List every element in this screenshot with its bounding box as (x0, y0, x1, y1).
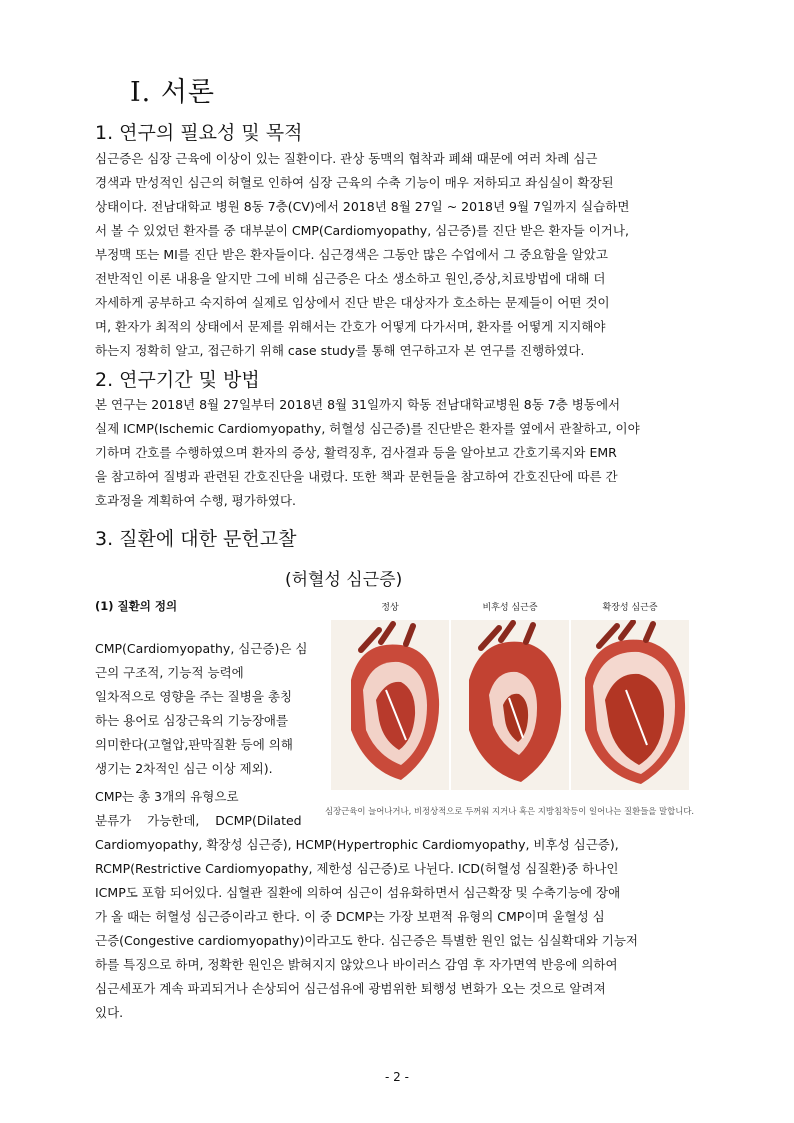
paragraph-line: 분류가 가능한데, DCMP(Dilated (95, 813, 302, 828)
page-number: - 2 - (385, 1070, 409, 1084)
paragraph-line: 며, 환자가 최적의 상태에서 문제를 위해서는 간호가 어떻게 다가서며, 환자를 어떻게 지지해야 (95, 319, 606, 334)
types-left-text (95, 785, 323, 833)
paragraph-line: 의미한다(고혈압,판막질환 등에 의해 (95, 737, 293, 752)
section-1-title: 1. 연구의 필요성 및 목적 (95, 122, 303, 144)
paragraph-line: 하를 특징으로 하며, 정확한 원인은 밝혀지지 않았으나 바이러스 감염 후 자가면역 반응에 의하여 (95, 957, 618, 972)
hypertrophic-heart-illustration (451, 620, 569, 790)
paragraph-line: 심근세포가 계속 파괴되거나 손상되어 심근섬유에 광범위한 퇴행성 변화가 오는 것으로 알려져 (95, 981, 606, 996)
types-full-text (95, 833, 700, 1025)
paragraph-line: 호과정을 계획하여 수행, 평가하였다. (95, 493, 296, 508)
normal-heart-illustration (331, 620, 449, 790)
subheading-definition: (1) 질환의 정의 (95, 599, 178, 613)
figure-label-dilated: 확장성 심근증 (602, 603, 658, 613)
paragraph-line: 생기는 2차적인 심근 이상 제외). (95, 761, 273, 776)
paragraph-line: Cardiomyopathy, 확장성 심근증), HCMP(Hypertrophic Cardiomyopathy, 비후성 심근증), (95, 837, 619, 852)
paragraph-line: 서 볼 수 있었던 환자를 중 대부분이 CMP(Cardiomyopathy, 심근증)를 진단 받은 환자들 이거나, (95, 223, 629, 238)
cardiomyopathy-figure (325, 600, 697, 828)
disease-title: (허혈성 심근증) (285, 570, 403, 590)
paragraph-line: 실제 ICMP(Ischemic Cardiomyopathy, 허혈성 심근증)를 진단받은 환자를 옆에서 관찰하고, 이야 (95, 421, 640, 436)
paragraph-line: 하는 용어로 심장근육의 기능장애를 (95, 713, 289, 728)
paragraph-line: 기하며 간호를 수행하였으며 환자의 증상, 활력징후, 검사결과 등을 알아보고 간호기록지와 EMR (95, 445, 617, 460)
paragraph-line: 부정맥 또는 MI를 진단 받은 환자들이다. 심근경색은 그동안 많은 수업에서 그 중요함을 알았고 (95, 247, 608, 262)
paragraph-line: 상태이다. 전남대학교 병원 8동 7층(CV)에서 2018년 8월 27일 ~ 2018년 9월 7일까지 실습하면 (95, 199, 630, 214)
paragraph-line: CMP(Cardiomyopathy, 심근증)은 심 (95, 641, 308, 656)
paragraph-line: 전반적인 이론 내용을 알지만 그에 비해 심근증은 다소 생소하고 원인,증상,치료방법에 대해 더 (95, 271, 606, 286)
paragraph-line: 있다. (95, 1005, 124, 1020)
figure-caption: 심장근육이 늘어나거나, 비정상적으로 두꺼워 지거나 혹은 지방침착등이 일어나는 질환들을 말합니다. (325, 806, 695, 816)
paragraph-line: 본 연구는 2018년 8월 27일부터 2018년 8월 31일까지 학동 전남대학교병원 8동 7층 병동에서 (95, 397, 621, 412)
paragraph-line: 가 올 때는 허혈성 심근증이라고 한다. 이 중 DCMP는 가장 보편적 유형의 CMP이며 울혈성 심 (95, 909, 605, 924)
paragraph-line: RCMP(Restrictive Cardiomyopathy, 제한성 심근증)로 나뉜다. ICD(허혈성 심질환)중 하나인 (95, 861, 619, 876)
section-2-body (95, 393, 700, 513)
paragraph-line: 일차적으로 영향을 주는 질병을 총칭 (95, 689, 293, 704)
paragraph-line: 심근증은 심장 근육에 이상이 있는 질환이다. 관상 동맥의 협착과 폐쇄 때문에 여러 차례 심근 (95, 151, 598, 166)
figure-label-normal: 정상 (381, 603, 399, 613)
paragraph-line: 을 참고하여 질병과 관련된 간호진단을 내렸다. 또한 책과 문헌들을 참고하여 간호진단에 따른 간 (95, 469, 618, 484)
section-3-title: 3. 질환에 대한 문헌고찰 (95, 528, 297, 550)
paragraph-line: ICMP도 포함 되어있다. 심혈관 질환에 의하여 심근이 섬유화하면서 심근확장 및 수축기능에 장애 (95, 885, 621, 900)
chapter-heading: Ⅰ. 서론 (130, 77, 215, 108)
paragraph-line: 근증(Congestive cardiomyopathy)이라고도 한다. 심근증은 특별한 원인 없는 심실확대와 기능저 (95, 933, 638, 948)
paragraph-line: CMP는 총 3개의 유형으로 (95, 789, 239, 804)
paragraph-line: 경색과 만성적인 심근의 허혈로 인하여 심장 근육의 수축 기능이 매우 저하되고 좌심실이 확장된 (95, 175, 614, 190)
figure-label-hypertrophic: 비후성 심근증 (482, 603, 538, 613)
paragraph-line: 하는지 정확히 알고, 접근하기 위해 case study를 통해 연구하고자 본 연구를 진행하였다. (95, 343, 585, 358)
paragraph-line: 근의 구조적, 기능적 능력에 (95, 665, 244, 680)
section-2-title: 2. 연구기간 및 방법 (95, 369, 260, 391)
section-1-body (95, 147, 700, 363)
definition-left-text (95, 637, 323, 781)
paragraph-line: 자세하게 공부하고 숙지하여 실제로 임상에서 진단 받은 대상자가 호소하는 문제들이 어떤 것이 (95, 295, 610, 310)
dilated-heart-illustration (571, 620, 689, 790)
